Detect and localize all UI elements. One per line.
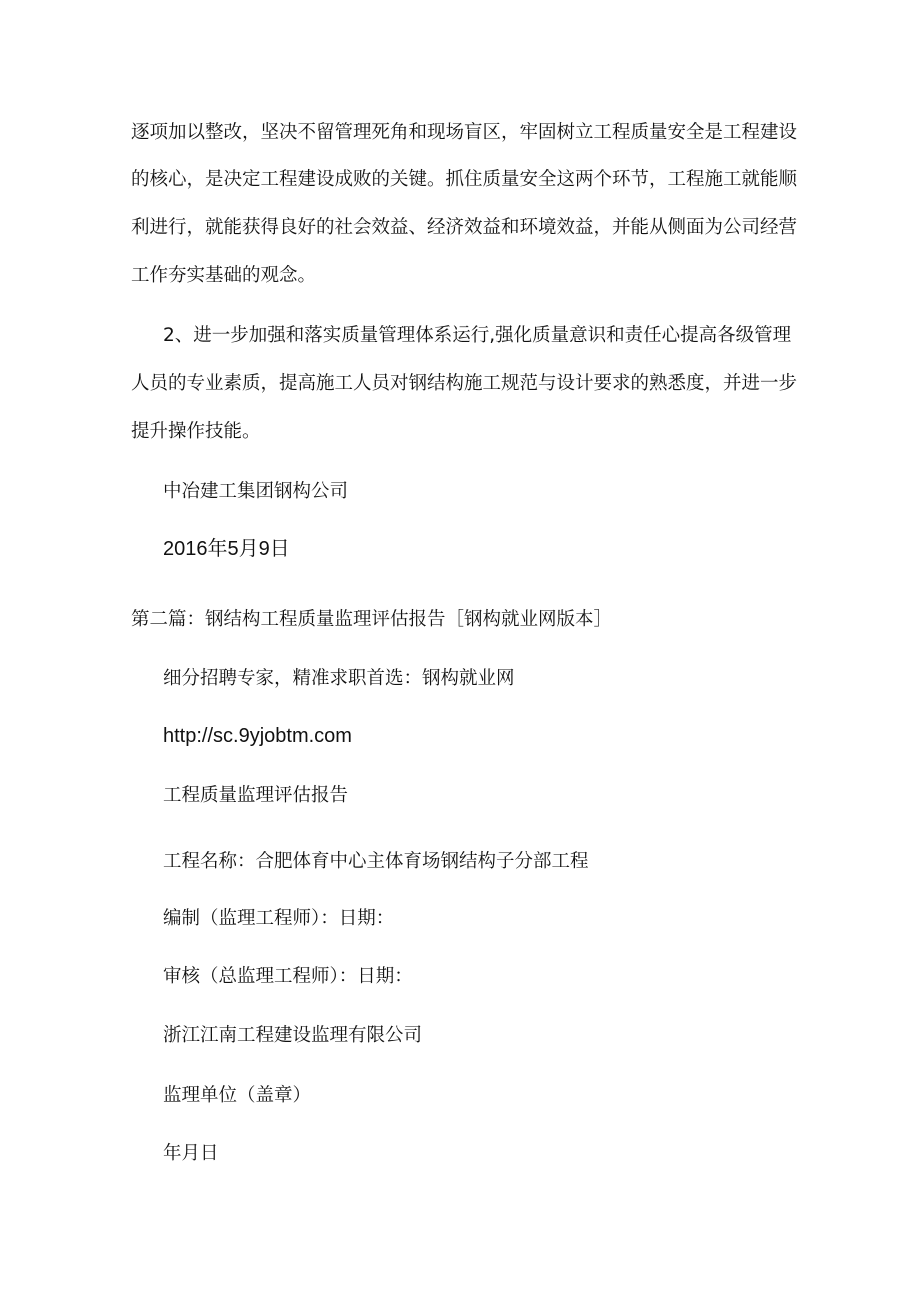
paragraph2-line2: 人员的专业素质，提高施工人员对钢结构施工规范与设计要求的熟悉度，并进一步 bbox=[131, 373, 798, 394]
paragraph2-line3: 提升操作技能。 bbox=[131, 421, 261, 442]
website-url: http://sc.9yjobtm.com bbox=[163, 725, 352, 747]
compiled-by: 编制（监理工程师）：日期： bbox=[163, 908, 395, 929]
slogan-text: 细分招聘专家，精准求职首选：钢构就业网 bbox=[163, 668, 515, 689]
section-title: 第二篇：钢结构工程质量监理评估报告［钢构就业网版本］ bbox=[131, 609, 613, 630]
date-placeholder: 年月日 bbox=[163, 1143, 219, 1164]
supervisor-company: 浙江江南工程建设监理有限公司 bbox=[163, 1025, 423, 1046]
project-name: 工程名称：合肥体育中心主体育场钢结构子分部工程 bbox=[163, 851, 589, 872]
paragraph1-line4: 工作夯实基础的观念。 bbox=[131, 265, 317, 286]
signature-company: 中冶建工集团钢构公司 bbox=[163, 481, 349, 502]
report-title: 工程质量监理评估报告 bbox=[163, 785, 349, 806]
paragraph1-line3: 利进行，就能获得良好的社会效益、经济效益和环境效益，并能从侧面为公司经营 bbox=[131, 217, 798, 238]
signature-date: 2016年5月9日 bbox=[163, 538, 290, 560]
paragraph1-line2: 的核心，是决定工程建设成败的关键。抓住质量安全这两个环节，工程施工就能顺 bbox=[131, 169, 798, 190]
reviewed-by: 审核（总监理工程师）：日期： bbox=[163, 966, 413, 987]
paragraph2-line1: 2、进一步加强和落实质量管理体系运行,强化质量意识和责任心提高各级管理 bbox=[163, 325, 792, 346]
paragraph1-line1: 逐项加以整改，坚决不留管理死角和现场盲区，牢固树立工程质量安全是工程建设 bbox=[131, 122, 798, 143]
supervisor-seal: 监理单位（盖章） bbox=[163, 1085, 312, 1106]
